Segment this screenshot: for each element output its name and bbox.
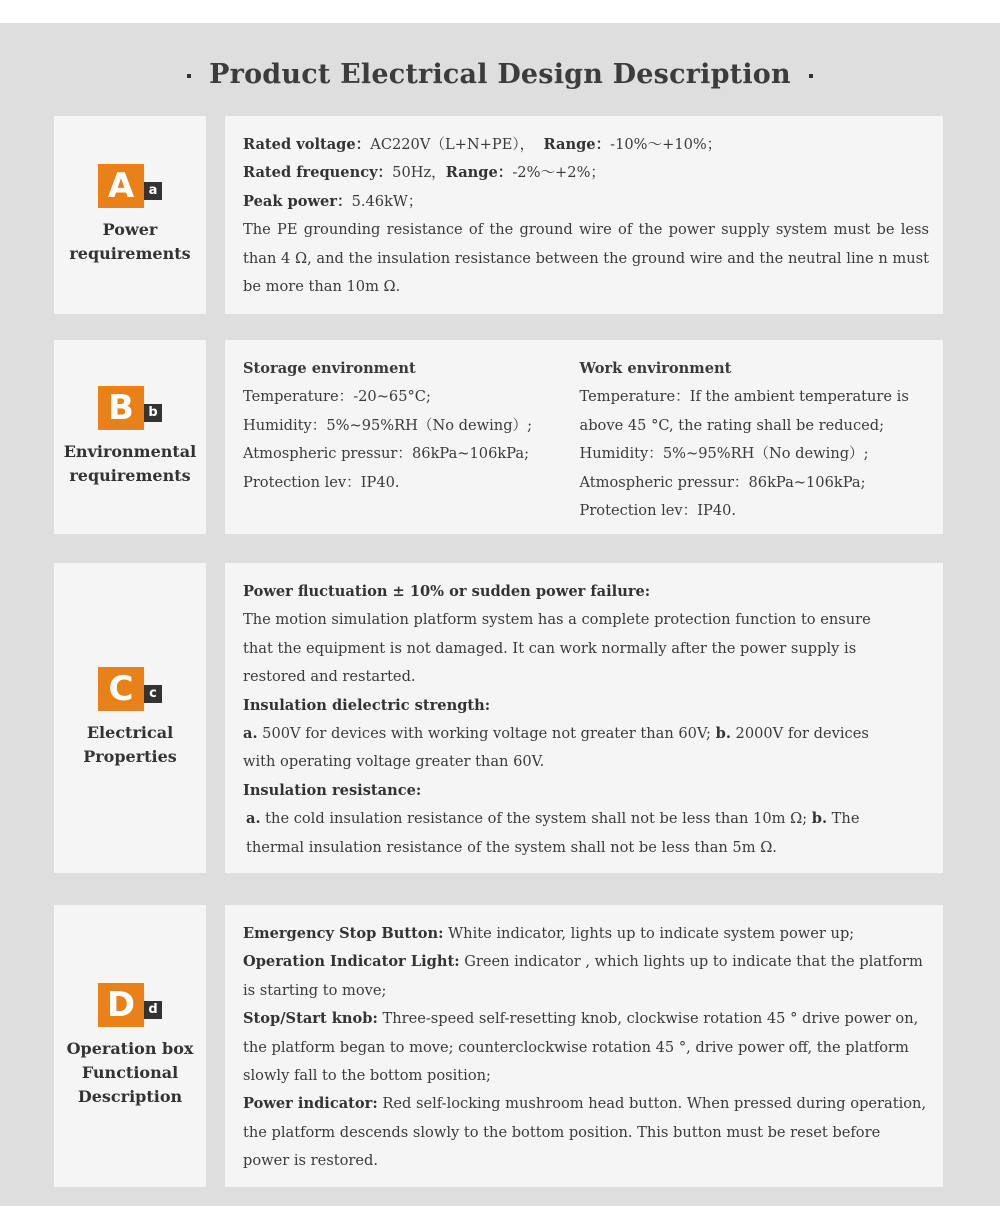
badge-small-letter: b [144, 404, 162, 422]
section-d-content-card [225, 905, 943, 1187]
badge-letter: A [98, 164, 144, 208]
peak-power-line [243, 188, 929, 216]
value: 50Hz， [392, 164, 446, 182]
section-a-body [243, 131, 929, 301]
stop-start-knob-item [243, 1005, 929, 1090]
storage-environment [243, 355, 580, 525]
item-text: 2000V for devices with operating voltage greater than 60V. [243, 725, 869, 771]
section-d-label-card [54, 905, 206, 1187]
work-line: Atmospheric pressur：86kPa~106kPa; [579, 473, 866, 491]
item-text: the cold insulation resistance of the system shall not be less than 10m Ω; [260, 810, 812, 828]
work-environment [580, 355, 929, 525]
title-dot-left [187, 74, 191, 78]
title-line: requirements [69, 244, 191, 263]
title-line: requirements [69, 466, 191, 485]
section-b-label-card [54, 340, 206, 534]
section-d-badge [98, 983, 162, 1027]
title-line: Properties [83, 747, 177, 766]
rated-frequency-line [243, 159, 929, 187]
power-indicator-item [243, 1090, 929, 1175]
item-label: Stop/Start knob: [243, 1010, 378, 1028]
work-line: Protection lev：IP40. [579, 502, 737, 520]
section-c-body [243, 578, 903, 862]
badge-letter: D [98, 983, 144, 1027]
item-text: Red self-locking mushroom head button. When pressed during operation, the platform descends slowly to the bottom position. This button must be reset before power is restored. [243, 1095, 927, 1170]
operation-indicator-item [243, 948, 929, 1005]
value: 5.46kW； [351, 192, 423, 210]
label: Range： [445, 164, 513, 182]
badge-small-letter: a [144, 182, 162, 200]
section-d-title [55, 1037, 205, 1109]
page-title-text: Product Electrical Design Description [209, 59, 791, 90]
section-b-badge [98, 386, 162, 430]
section-d-body [243, 920, 929, 1176]
item-marker: b. [715, 725, 731, 743]
value: -10%～+10%； [610, 136, 722, 153]
subheading: Insulation dielectric strength: [243, 696, 491, 714]
label: Range： [543, 136, 611, 153]
work-line: Humidity：5%~95%RH（No dewing）; [579, 445, 869, 463]
storage-line: Protection lev：IP40. [243, 473, 400, 491]
section-c-badge [98, 667, 162, 711]
label: Rated voltage： [243, 136, 371, 153]
subheading: Insulation resistance: [243, 781, 422, 799]
badge-letter: B [98, 386, 144, 430]
item-label: Emergency Stop Button: [243, 925, 444, 942]
item-label: Operation Indicator Light: [243, 953, 460, 971]
paragraph [243, 720, 903, 777]
badge-small-letter: d [144, 1001, 162, 1019]
value: -2%～+2%； [512, 164, 606, 182]
item-text: White indicator, lights up to indicate system power up; [443, 925, 855, 942]
emergency-stop-item [243, 920, 929, 948]
page-background [0, 23, 1000, 1206]
badge-small-letter: c [144, 685, 162, 703]
work-heading: Work environment [579, 360, 732, 377]
grounding-paragraph: The PE grounding resistance of the ground wire of the power supply system must be less than 4 Ω, and the insulation resistance between the ground wire and the neutral line n must be more than 10m Ω. [243, 221, 929, 296]
item-text: Green indicator , which lights up to indicate that the platform is starting to move; [243, 953, 923, 999]
title-line: Description [77, 1087, 183, 1106]
title-line: Functional [81, 1063, 179, 1082]
item-marker: a. [243, 725, 258, 743]
paragraph [243, 805, 903, 862]
title-line: Environmental [63, 442, 197, 461]
item-marker: a. [246, 810, 261, 828]
section-c-title [55, 721, 205, 769]
storage-line: Humidity：5%~95%RH（No dewing）; [243, 416, 533, 434]
storage-line: Atmospheric pressur：86kPa~106kPa; [243, 445, 529, 463]
paragraph: The motion simulation platform system has a complete protection function to ensure that the equipment is not damaged. It can work normally after the power supply is restored and restarted. [243, 611, 871, 686]
label: Peak power： [243, 192, 352, 210]
section-b-columns [243, 355, 929, 525]
title-line: Electrical [86, 723, 174, 742]
badge-letter: C [98, 667, 144, 711]
item-text: Three-speed self-resetting knob, clockwise rotation 45 ° drive power on, the platform began to move; counterclockwise rotation 45 °, drive power off, the platform slowly fall to the bottom position; [243, 1010, 919, 1085]
storage-heading: Storage environment [243, 360, 416, 377]
section-a-content-card [225, 116, 943, 314]
title-dot-right [809, 74, 813, 78]
page-title [0, 59, 1000, 90]
subheading: Power fluctuation ± 10% or sudden power failure: [243, 583, 651, 600]
section-b-title [55, 440, 205, 488]
item-text: The thermal insulation resistance of the system shall not be less than 5m Ω. [246, 810, 860, 856]
label: Rated frequency： [243, 164, 393, 182]
section-b-content-card [225, 340, 943, 534]
item-label: Power indicator: [243, 1095, 378, 1113]
rated-voltage-line [243, 131, 929, 159]
section-a-title [55, 218, 205, 266]
item-text: 500V for devices with working voltage not greater than 60V; [257, 725, 716, 743]
title-line: Operation box [66, 1039, 194, 1058]
value: AC220V（L+N+PE）， [370, 136, 535, 153]
section-c-content-card [225, 563, 943, 873]
work-line: Temperature：If the ambient temperature is above 45 °C, the rating shall be reduced; [579, 388, 909, 434]
item-marker: b. [811, 810, 828, 828]
storage-line: Temperature：-20~65°C; [243, 388, 431, 406]
section-a-badge [98, 164, 162, 208]
title-line: Power [102, 220, 158, 239]
section-a-label-card [54, 116, 206, 314]
section-c-label-card [54, 563, 206, 873]
